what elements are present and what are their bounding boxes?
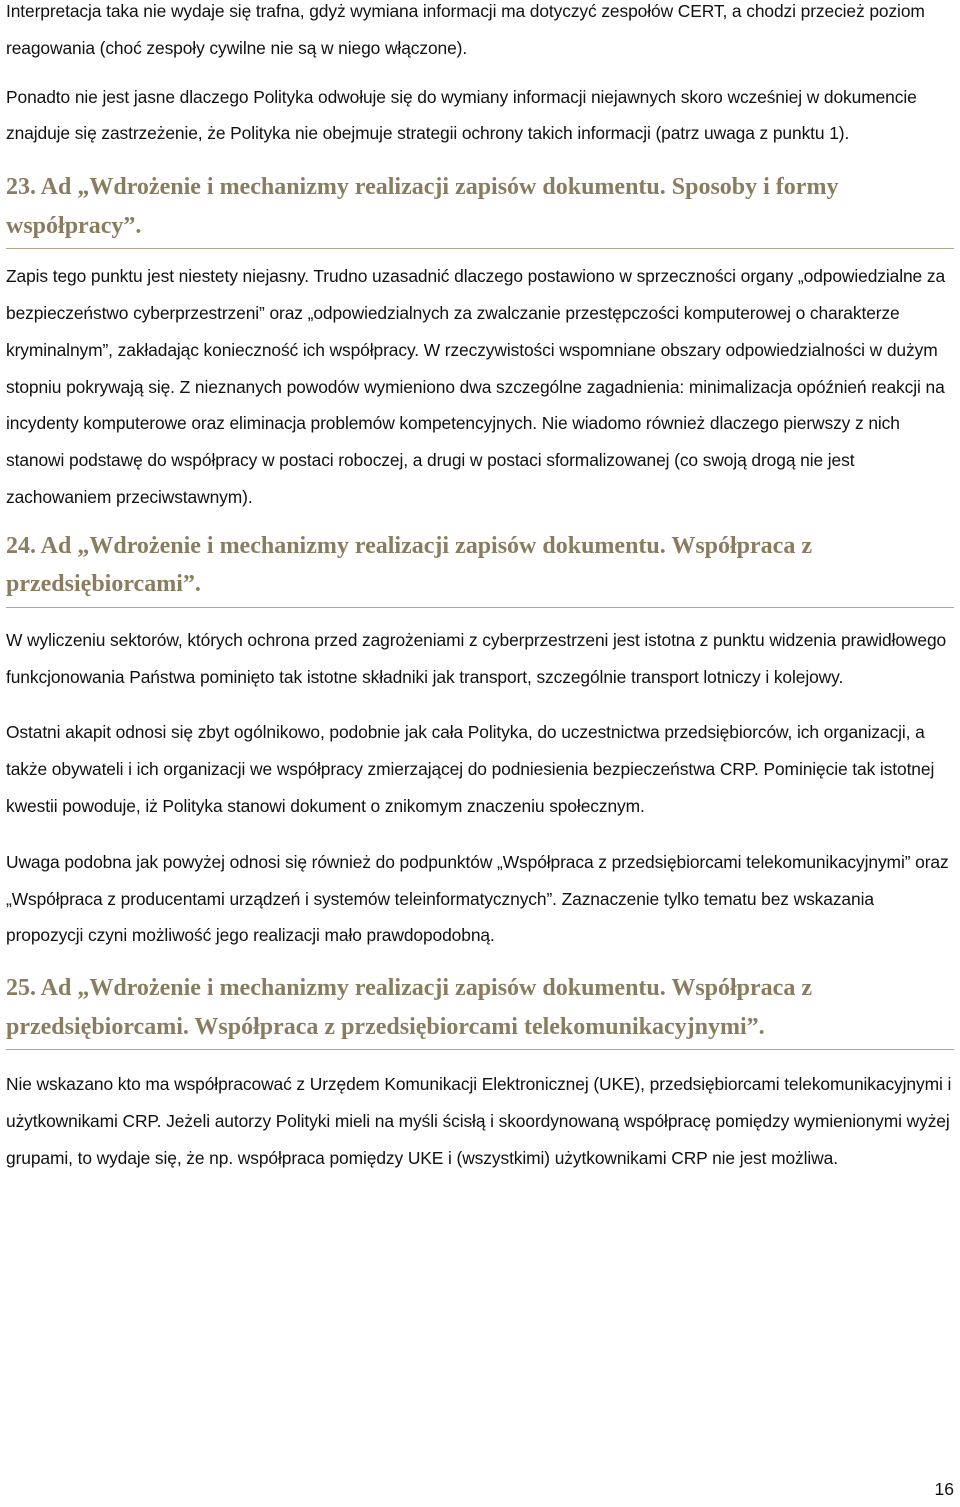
paragraph-sectors: W wyliczeniu sektorów, których ochrona przed zagrożeniami z cyberprzestrzeni jest istotna z punktu widzenia prawidłowego funkcjonowania Państwa pominięto tak istotne składniki jak transport, szczególnie transport lotniczy i kolejowy. [6, 629, 947, 687]
page-number: 16 [934, 1479, 954, 1499]
paragraph-similar-remark: Uwaga podobna jak powyżej odnosi się również do podpunktów „Współpraca z przedsiębiorcami telekomunikacyjnymi” oraz „Współpraca z producentami urządzeń i systemów teleinformatycznych”. Zaznaczenie tylko tematu bez wskazania propozycji czyni możliwość jego realizacji mało prawdopodobną. [6, 851, 949, 946]
section-heading-25: 25. Ad „Wdrożenie i mechanizmy realizacji zapisów dokumentu. Współpraca z przedsiębiorcami. Współpraca z przedsiębiorcami telekomunikacyjnymi”. [6, 969, 954, 1050]
paragraph-point-23-comment: Zapis tego punktu jest niestety niejasny. Trudno uzasadnić dlaczego postawiono w sprzeczności organy „odpowiedzialne za bezpieczeństwo cyberprzestrzeni” oraz „odpowiedzialnych za zwalczanie przestępczości komputerowej o charakterze kryminalnym”, zakładając konieczność ich współpracy. W rzeczywistości wspomniane obszary odpowiedzialności w dużym stopniu pokrywają się. Z nieznanych powodów wymieniono dwa szczególne zagadnienia: minimalizacja opóźnień reakcji na incydenty komputerowe oraz eliminacja problemów kompetencyjnych. Nie wiadomo również dlaczego pierwszy z nich stanowi podstawę do współpracy w postaci roboczej, a drugi w postaci sformalizowanej (co swoją drogą nie jest zachowaniem przeciwstawnym). [6, 266, 946, 507]
paragraph-uke-cooperation: Nie wskazano kto ma współpracować z Urzędem Komunikacji Elektronicznej (UKE), przedsiębiorcami telekomunikacyjnymi i użytkownikami CRP. Jeżeli autorzy Polityki mieli na myśli ścisłą i skoordynowaną współpracę pomiędzy wymienionymi wyżej grupami, to wydaje się, że np. współpraca pomiędzy UKE i (wszystkimi) użytkownikami CRP nie jest możliwa. [6, 1074, 952, 1168]
section-heading-23: 23. Ad „Wdrożenie i mechanizmy realizacji zapisów dokumentu. Sposoby i formy współpracy”. [6, 168, 954, 249]
paragraph-classified-information: Ponadto nie jest jasne dlaczego Polityka odwołuje się do wymiany informacji niejawnych skoro wcześniej w dokumencie znajduje się zastrzeżenie, że Polityka nie obejmuje strategii ochrony takich informacji (patrz uwaga z punktu 1). [6, 86, 917, 144]
paragraph-cert-interpretation: Interpretacja taka nie wydaje się trafna, gdyż wymiana informacji ma dotyczyć zespołów CERT, a chodzi przecież poziom reagowania (choć zespoły cywilne nie są w niego włączone). [6, 1, 925, 58]
document-page [6, 0, 954, 1177]
section-heading-24: 24. Ad „Wdrożenie i mechanizmy realizacji zapisów dokumentu. Współpraca z przedsiębiorcami”. [6, 527, 954, 608]
paragraph-last-paragraph-comment: Ostatni akapit odnosi się zbyt ogólnikowo, podobnie jak cała Polityka, do uczestnictwa przedsiębiorców, ich organizacji, a także obywateli i ich organizacji we współpracy zmierzającej do podniesienia bezpieczeństwa CRP. Pominięcie tak istotnej kwestii powoduje, iż Polityka stanowi dokument o znikomym znaczeniu społecznym. [6, 722, 935, 816]
